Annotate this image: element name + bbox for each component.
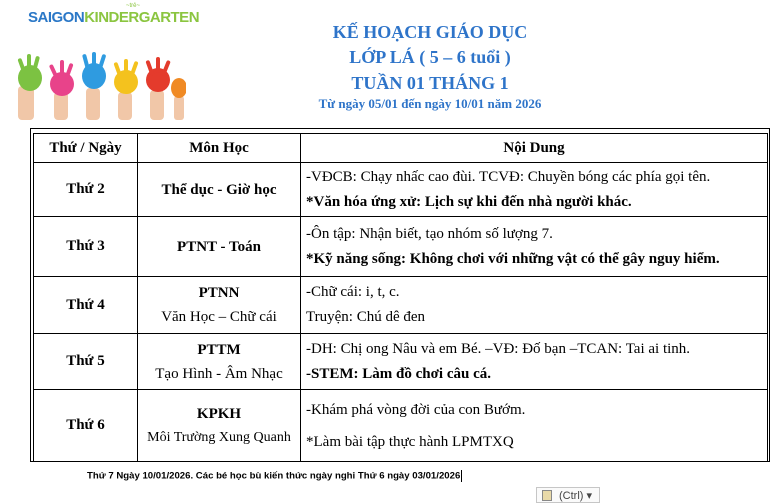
row-day: Thứ 3 bbox=[34, 217, 138, 277]
table-row bbox=[34, 390, 768, 462]
hand-orange bbox=[171, 78, 186, 120]
content-line: -Ôn tập: Nhận biết, tạo nhóm số lượng 7. bbox=[306, 225, 553, 242]
table-row bbox=[34, 277, 768, 334]
table-header-row bbox=[34, 134, 768, 163]
hand-yellow bbox=[113, 59, 138, 120]
hand-blue bbox=[82, 52, 106, 120]
schedule-table bbox=[33, 133, 768, 462]
footer-note-text: Thứ 7 Ngày 10/01/2026. Các bé học bù kiến thức ngày nghỉ Thứ 6 ngày 03/01/2026 bbox=[87, 470, 461, 482]
class-line: LỚP LÁ ( 5 – 6 tuổi ) bbox=[349, 47, 511, 67]
hand-pink bbox=[49, 60, 74, 120]
painted-hands-image bbox=[14, 52, 186, 120]
subject-line: PTNT - Toán bbox=[177, 238, 261, 255]
row-content bbox=[301, 390, 768, 462]
paste-options-label: (Ctrl) ▾ bbox=[559, 490, 593, 502]
content-line: -Khám phá vòng đời của con Bướm. bbox=[306, 401, 526, 418]
header-day: Thứ / Ngày bbox=[34, 134, 138, 163]
logo bbox=[28, 3, 200, 27]
header-subject: Môn Học bbox=[138, 134, 301, 163]
logo-brand-saigon: SAIGON bbox=[28, 9, 85, 26]
content-line: -Chữ cái: i, t, c. bbox=[306, 284, 400, 300]
row-subject bbox=[138, 163, 301, 217]
clipboard-icon bbox=[542, 490, 552, 501]
subject-line: Thể dục - Giờ học bbox=[161, 181, 277, 198]
row-subject bbox=[138, 334, 301, 390]
logo-brand-kindergarten: KINDERGARTEN bbox=[84, 9, 200, 26]
row-content bbox=[301, 277, 768, 334]
subject-line: KPKH bbox=[196, 405, 242, 422]
table-row bbox=[34, 163, 768, 217]
content-line: -STEM: Làm đồ chơi câu cá. bbox=[306, 365, 491, 382]
table-row bbox=[34, 334, 768, 390]
row-subject bbox=[138, 277, 301, 334]
content-line: *Văn hóa ứng xử: Lịch sự khi đến nhà người khác. bbox=[306, 193, 632, 210]
hand-red bbox=[145, 57, 170, 120]
content-line: -DH: Chị ong Nâu và em Bé. –VĐ: Đố bạn –TCAN: Tai ai tinh. bbox=[306, 340, 691, 357]
subject-line: PTNN bbox=[198, 285, 240, 301]
subject-line: Văn Học – Chữ cái bbox=[161, 309, 277, 325]
content-line: *Kỹ năng sống: Không chơi với những vật có thể gây nguy hiểm. bbox=[306, 250, 720, 267]
hand-green bbox=[17, 54, 42, 120]
row-subject bbox=[138, 390, 301, 462]
row-day: Thứ 6 bbox=[34, 390, 138, 462]
date-range-line: Từ ngày 05/01 đến ngày 10/01 năm 2026 bbox=[318, 96, 542, 111]
week-line: TUẦN 01 THÁNG 1 bbox=[351, 73, 509, 93]
row-subject bbox=[138, 217, 301, 277]
footer-note bbox=[87, 470, 462, 482]
row-day: Thứ 2 bbox=[34, 163, 138, 217]
row-day: Thứ 5 bbox=[34, 334, 138, 390]
content-line: Truyện: Chú dê đen bbox=[306, 309, 426, 325]
text-cursor bbox=[461, 470, 462, 482]
subject-line: Tạo Hình - Âm Nhạc bbox=[155, 365, 283, 382]
table-row bbox=[34, 217, 768, 277]
content-line: *Làm bài tập thực hành LPMTXQ bbox=[306, 433, 514, 450]
header-content: Nội Dung bbox=[301, 134, 768, 163]
logo-tagline: ~trẻ~ bbox=[126, 3, 141, 9]
row-content bbox=[301, 217, 768, 277]
subject-line: PTTM bbox=[197, 341, 241, 358]
content-line: -VĐCB: Chạy nhấc cao đùi. TCVĐ: Chuyền bóng các phía gọi tên. bbox=[306, 168, 711, 185]
plan-title: KẾ HOẠCH GIÁO DỤC bbox=[332, 22, 528, 42]
paste-options-button[interactable] bbox=[536, 487, 600, 503]
subject-line: Môi Trường Xung Quanh bbox=[147, 429, 291, 445]
row-content bbox=[301, 334, 768, 390]
row-day: Thứ 4 bbox=[34, 277, 138, 334]
row-content bbox=[301, 163, 768, 217]
